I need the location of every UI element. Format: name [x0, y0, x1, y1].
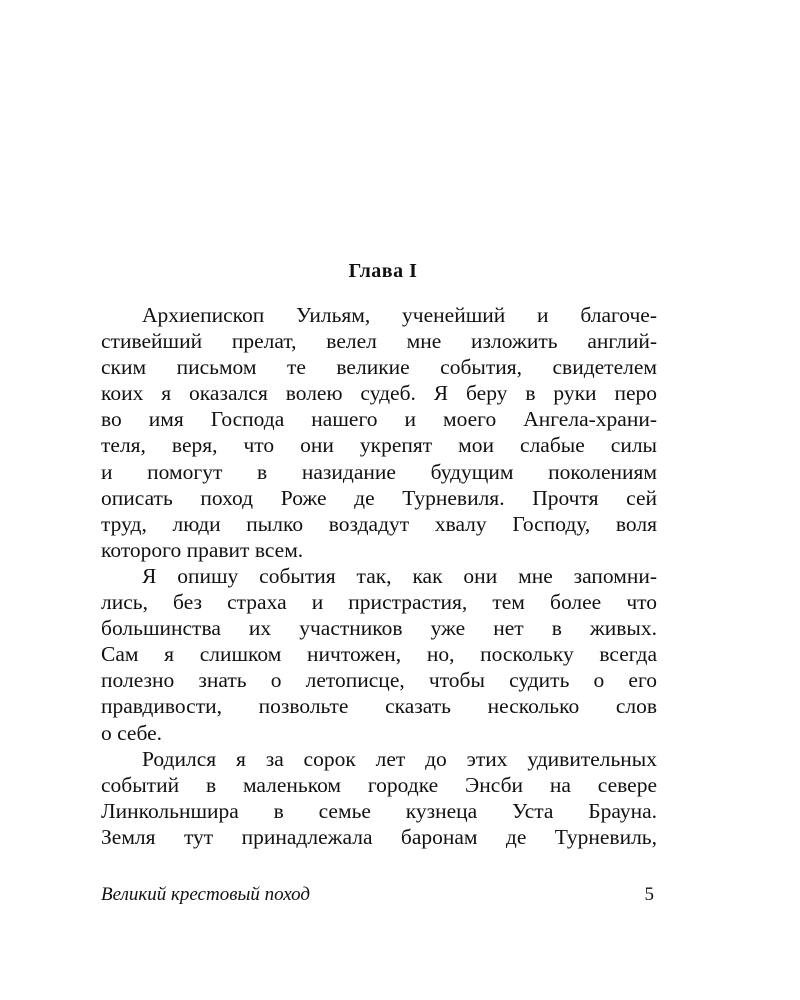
- text-line: о себе.: [101, 720, 163, 745]
- text-line: Земля тут принадлежала баронам де Турневиль,: [101, 824, 657, 849]
- text-line: труд, люди пылко воздадут хвалу Господу, воля: [101, 511, 657, 536]
- text-line: событий в маленьком городке Энсби на севере: [101, 772, 657, 797]
- text-line: Я опишу события так, как они мне запомни-: [142, 563, 657, 588]
- body-text: [101, 302, 657, 850]
- text-line: коих я оказался волею судеб. Я беру в руки перо: [101, 381, 657, 406]
- text-line: стивейший прелат, велел мне изложить англий-: [101, 329, 657, 354]
- text-line: Архиепископ Уильям, ученейший и благоче-: [142, 303, 657, 327]
- text-line: Сам я слишком ничтожен, но, поскольку всегда: [101, 642, 657, 667]
- chapter-title: Глава I: [348, 260, 418, 282]
- text-line: ским письмом те великие события, свидетелем: [101, 355, 657, 380]
- text-line: Линкольншира в семье кузнеца Уста Брауна.: [101, 798, 657, 823]
- text-line: описать поход Роже де Турневиля. Прочтя сей: [101, 485, 657, 510]
- text-line: во имя Господа нашего и моего Ангела-храни-: [101, 407, 657, 432]
- text-line: теля, веря, что они укрепят мои слабые силы: [101, 433, 657, 458]
- text-line: большинства их участников уже нет в живых.: [101, 616, 657, 641]
- page-number: 5: [644, 884, 654, 905]
- text-line: Родился я за сорок лет до этих удивительных: [142, 746, 657, 771]
- text-line: лись, без страха и пристрастия, тем более что: [101, 590, 657, 615]
- text-line: полезно знать о летописце, чтобы судить о его: [101, 668, 657, 693]
- text-line: которого правит всем.: [101, 537, 304, 562]
- running-footer-title: Великий крестовый поход: [101, 884, 311, 905]
- text-line: правдивости, позвольте сказать несколько слов: [101, 694, 657, 719]
- text-line: и помогут в назидание будущим поколениям: [101, 459, 657, 484]
